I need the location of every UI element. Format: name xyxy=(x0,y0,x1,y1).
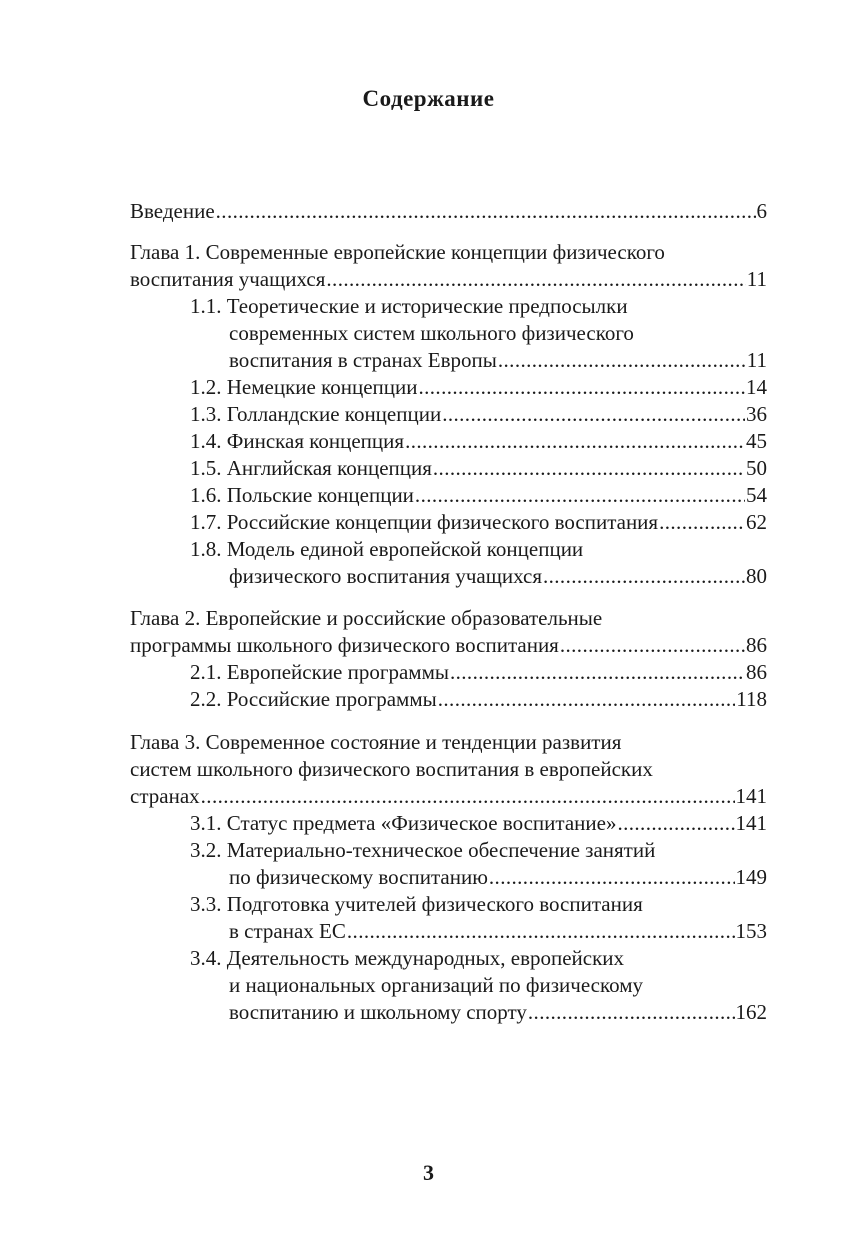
dot-leader xyxy=(438,686,736,713)
toc-entry-label: программы школьного физического воспитания xyxy=(130,633,559,657)
toc-entry-chapter1-line1[interactable]: Глава 1. Современные европейские концепции физического xyxy=(130,240,665,264)
page-number: 3 xyxy=(423,1160,434,1185)
toc-entry-label: воспитания в странах Европы xyxy=(229,348,497,372)
toc-entry-s33[interactable] xyxy=(229,918,767,945)
toc-entry-s34-line1[interactable]: 3.4. Деятельность международных, европейских xyxy=(190,946,625,970)
toc-page-number: 14 xyxy=(746,375,767,399)
toc-entry-label: 1.6. Польские концепции xyxy=(190,483,414,507)
page-title: Содержание xyxy=(362,86,495,111)
toc-entry-label: странах xyxy=(130,784,200,808)
toc-page-number: 11 xyxy=(746,267,767,291)
toc-page-number: 118 xyxy=(736,687,767,711)
dot-leader xyxy=(442,401,745,428)
toc-entry-chapter3-line1[interactable]: Глава 3. Современное состояние и тенденции развития xyxy=(130,730,622,754)
toc-entry-s34[interactable] xyxy=(229,999,767,1026)
toc-entry-s32-line1[interactable]: 3.2. Материально-техническое обеспечение занятий xyxy=(190,838,656,862)
toc-page-number: 36 xyxy=(746,402,767,426)
toc-entry-s11[interactable] xyxy=(229,347,767,374)
toc-page-number: 6 xyxy=(756,199,767,223)
toc-entry-label: физического воспитания учащихся xyxy=(229,564,542,588)
toc-page-number: 162 xyxy=(735,1000,767,1024)
toc-page-number: 80 xyxy=(746,564,767,588)
toc-entry-s21[interactable] xyxy=(190,659,767,686)
dot-leader xyxy=(450,659,745,686)
dot-leader xyxy=(617,810,734,837)
toc-page-number: 149 xyxy=(735,865,767,889)
toc-entry-s14[interactable] xyxy=(190,428,767,455)
toc-entry-label: воспитания учащихся xyxy=(130,267,326,291)
toc-entry-label: воспитанию и школьному спорту xyxy=(229,1000,527,1024)
dot-leader xyxy=(201,783,735,810)
toc-entry-chapter1[interactable] xyxy=(130,266,767,293)
dot-leader xyxy=(216,198,756,225)
toc-page-number: 141 xyxy=(735,784,767,808)
toc-entry-chapter3[interactable] xyxy=(130,783,767,810)
dot-leader xyxy=(528,999,735,1026)
toc-entry-label: 2.2. Российские программы xyxy=(190,687,437,711)
toc-page-number: 141 xyxy=(735,811,767,835)
toc-entry-label: Введение xyxy=(130,199,215,223)
toc-entry-s33-line1[interactable]: 3.3. Подготовка учителей физического воспитания xyxy=(190,892,643,916)
toc-entry-chapter2[interactable] xyxy=(130,632,767,659)
toc-entry-s34-line2[interactable]: и национальных организаций по физическому xyxy=(229,973,644,997)
toc-entry-s13[interactable] xyxy=(190,401,767,428)
toc-entry-s12[interactable] xyxy=(190,374,767,401)
dot-leader xyxy=(418,374,745,401)
toc-entry-s31[interactable] xyxy=(190,810,767,837)
toc-page-number: 54 xyxy=(746,483,767,507)
toc-entry-s15[interactable] xyxy=(190,455,767,482)
toc-entry-chapter3-line2[interactable]: систем школьного физического воспитания в европейских xyxy=(130,757,653,781)
dot-leader xyxy=(498,347,746,374)
dot-leader xyxy=(489,864,735,891)
toc-entry-s32[interactable] xyxy=(229,864,767,891)
toc-entry-s18[interactable] xyxy=(229,563,767,590)
dot-leader xyxy=(659,509,745,536)
dot-leader xyxy=(347,918,735,945)
toc-entry-label: 3.1. Статус предмета «Физическое воспитание» xyxy=(190,811,617,835)
toc-page-number: 62 xyxy=(746,510,767,534)
toc-page-number: 11 xyxy=(746,348,767,372)
toc-page-number: 153 xyxy=(735,919,767,943)
toc-entry-label: в странах ЕС xyxy=(229,919,346,943)
dot-leader xyxy=(415,482,745,509)
dot-leader xyxy=(560,632,745,659)
toc-entry-label: 1.3. Голландские концепции xyxy=(190,402,442,426)
toc-entry-label: 1.7. Российские концепции физического воспитания xyxy=(190,510,659,534)
dot-leader xyxy=(405,428,745,455)
toc-entry-label: 2.1. Европейские программы xyxy=(190,660,449,684)
toc-page-number: 86 xyxy=(746,660,767,684)
dot-leader xyxy=(433,455,745,482)
toc-entry-s17[interactable] xyxy=(190,509,767,536)
toc-entry-s11-line2[interactable]: современных систем школьного физического xyxy=(229,321,634,345)
toc-page-number: 45 xyxy=(746,429,767,453)
toc-entry-label: 1.5. Английская концепция xyxy=(190,456,432,480)
toc-page-number: 86 xyxy=(746,633,767,657)
toc-entry-s18-line1[interactable]: 1.8. Модель единой европейской концепции xyxy=(190,537,584,561)
toc-entry-s16[interactable] xyxy=(190,482,767,509)
toc-entry-label: по физическому воспитанию xyxy=(229,865,488,889)
toc-entry-s11-line1[interactable]: 1.1. Теоретические и исторические предпосылки xyxy=(190,294,628,318)
toc-entry-label: 1.4. Финская концепция xyxy=(190,429,405,453)
toc-entry-label: 1.2. Немецкие концепции xyxy=(190,375,418,399)
toc-page-number: 50 xyxy=(746,456,767,480)
toc-entry-s22[interactable] xyxy=(190,686,767,713)
dot-leader xyxy=(326,266,745,293)
toc-entry-chapter2-line1[interactable]: Глава 2. Европейские и российские образовательные xyxy=(130,606,603,630)
dot-leader xyxy=(543,563,745,590)
toc-entry-intro[interactable] xyxy=(130,198,767,225)
